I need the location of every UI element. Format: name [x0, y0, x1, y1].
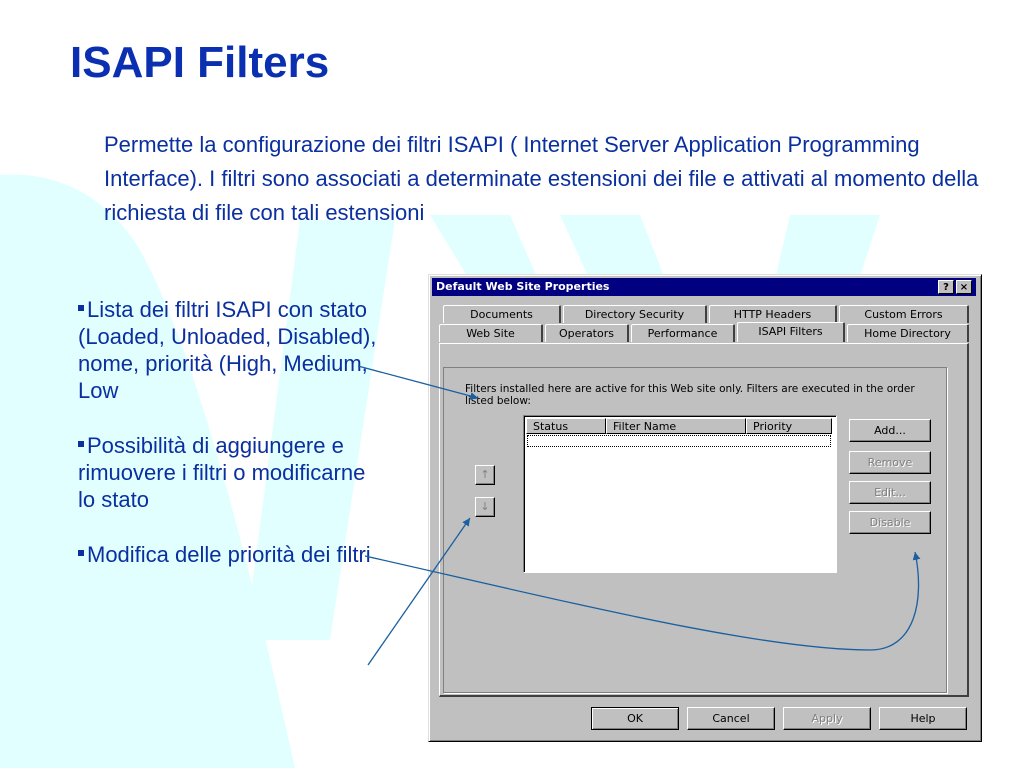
- add-button[interactable]: Add...: [849, 419, 931, 442]
- list-focus-row[interactable]: [527, 435, 831, 447]
- bullet-marker-icon: [78, 441, 84, 447]
- apply-button[interactable]: Apply: [783, 707, 871, 730]
- properties-dialog: [428, 274, 982, 742]
- bullet-text: Lista dei filtri ISAPI con stato (Loaded, Unloaded, Disabled), nome, priorità (High, Medium, Low: [78, 297, 377, 403]
- move-down-button[interactable]: ↓: [475, 497, 495, 517]
- cancel-button[interactable]: Cancel: [687, 707, 775, 730]
- tab-performance[interactable]: Performance: [631, 324, 735, 342]
- bullet-item-priority: [78, 541, 388, 568]
- dialog-titlebar[interactable]: [432, 278, 976, 296]
- tab-documents[interactable]: Documents: [443, 305, 561, 323]
- tab-custom-errors[interactable]: Custom Errors: [839, 305, 969, 323]
- column-header-status[interactable]: Status: [526, 418, 606, 434]
- bullet-list: [78, 296, 388, 596]
- tab-directory-security[interactable]: Directory Security: [563, 305, 707, 323]
- bullet-text: Possibilità di aggiungere e rimuovere i filtri o modificarne lo stato: [78, 433, 366, 512]
- intro-paragraph: Permette la configurazione dei filtri ISAPI ( Internet Server Application Programming Interface). I filtri sono associati a determinate estensioni dei file e attivati al momento della richiesta di file con tali estensioni: [104, 132, 979, 225]
- page-title: ISAPI Filters: [70, 38, 330, 87]
- tab-home-directory[interactable]: Home Directory: [847, 324, 969, 342]
- move-up-button[interactable]: ↑: [475, 465, 495, 485]
- remove-button[interactable]: Remove: [849, 451, 931, 474]
- tab-isapi-filters[interactable]: ISAPI Filters: [737, 322, 845, 342]
- column-header-filter-name[interactable]: Filter Name: [606, 418, 746, 434]
- help-button[interactable]: ?: [938, 280, 954, 294]
- column-header-priority[interactable]: Priority: [746, 418, 832, 434]
- help-footer-button[interactable]: Help: [879, 707, 967, 730]
- filters-description: Filters installed here are active for this Web site only. Filters are executed in the order listed below:: [465, 383, 915, 407]
- disable-button[interactable]: Disable: [849, 511, 931, 534]
- tab-operators[interactable]: Operators: [545, 324, 629, 342]
- tab-web-site[interactable]: Web Site: [439, 324, 543, 342]
- bullet-text: Modifica delle priorità dei filtri: [87, 542, 371, 567]
- ok-button[interactable]: OK: [591, 707, 679, 730]
- bullet-item-add-remove: [78, 432, 388, 513]
- dialog-title: Default Web Site Properties: [436, 280, 610, 293]
- bullet-item-filter-list: [78, 296, 388, 404]
- close-button[interactable]: ×: [956, 280, 972, 294]
- filters-list[interactable]: [523, 415, 837, 573]
- bullet-marker-icon: [78, 305, 84, 311]
- tab-http-headers[interactable]: HTTP Headers: [709, 305, 837, 323]
- bullet-marker-icon: [78, 550, 84, 556]
- edit-button[interactable]: Edit...: [849, 481, 931, 504]
